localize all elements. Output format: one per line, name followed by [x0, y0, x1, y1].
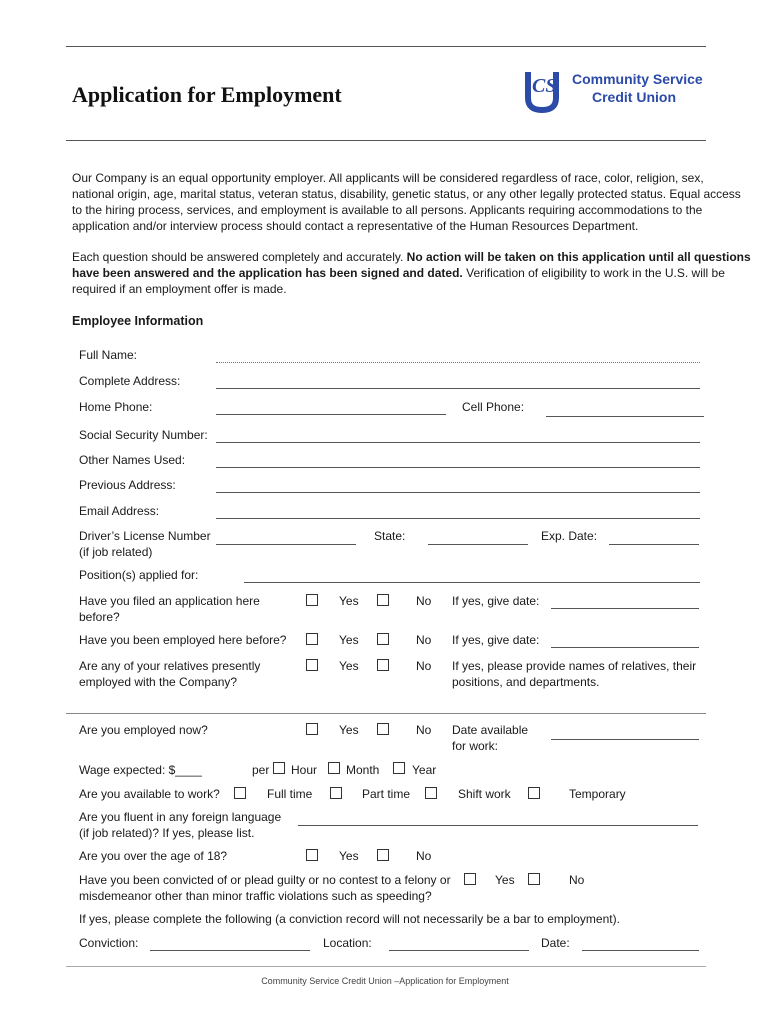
employed-now-no-label: No [416, 723, 432, 737]
instructions-line-1 [72, 250, 751, 264]
svg-text:CS: CS [532, 75, 557, 97]
header-bottom-rule [66, 140, 706, 141]
over-18-yes-label: Yes [339, 849, 359, 863]
intro-line-4: application and/or interview process should contact a representative of the Human Resources Department. [72, 219, 639, 233]
convicted-question-line-1: Have you been convicted of or plead guilty or no contest to a felony or [79, 873, 451, 887]
intro-line-2: national origin, age, marital status, veteran status, disability, genetic status, or any other legally protected status. Equal access [72, 187, 741, 201]
employed-now-question: Are you employed now? [79, 723, 208, 737]
instructions-bold-b: have been answered and the application has been signed and dated. [72, 266, 463, 280]
employed-before-yes-checkbox[interactable] [306, 633, 318, 645]
wage-hour-checkbox[interactable] [273, 762, 285, 774]
employed-before-date-field[interactable] [551, 647, 699, 648]
ssn-label: Social Security Number: [79, 428, 208, 442]
ssn-field[interactable] [216, 442, 700, 443]
fluent-question-line-2: (if job related)? If yes, please list. [79, 826, 255, 840]
wage-hour-label: Hour [291, 763, 318, 777]
employed-before-no-checkbox[interactable] [377, 633, 389, 645]
convicted-question-line-2: misdemeanor other than minor traffic violations such as speeding? [79, 889, 432, 903]
location-field[interactable] [389, 950, 529, 951]
section-divider [66, 713, 706, 714]
conviction-note: If yes, please complete the following (a conviction record will not necessarily be a bar to employment). [79, 912, 620, 926]
drivers-license-field[interactable] [216, 544, 356, 545]
employed-before-question: Have you been employed here before? [79, 633, 287, 647]
filed-no-label: No [416, 594, 432, 608]
relatives-no-label: No [416, 659, 432, 673]
employed-now-yes-checkbox[interactable] [306, 723, 318, 735]
date-label: Date: [541, 936, 570, 950]
wage-month-label: Month [346, 763, 380, 777]
address-field[interactable] [216, 388, 700, 389]
intro-line-1: Our Company is an equal opportunity employer. All applicants will be considered regardless of race, color, religion, sex, [72, 171, 704, 185]
employed-now-no-checkbox[interactable] [377, 723, 389, 735]
positions-field[interactable] [244, 582, 700, 583]
relatives-no-checkbox[interactable] [377, 659, 389, 671]
other-names-label: Other Names Used: [79, 453, 186, 467]
wage-month-checkbox[interactable] [328, 762, 340, 774]
date-available-field[interactable] [551, 739, 699, 740]
drivers-license-label: Driver’s License Number [79, 529, 211, 543]
filed-date-field[interactable] [551, 608, 699, 609]
footer-text: Community Service Credit Union –Application for Employment [261, 976, 509, 986]
cell-phone-label: Cell Phone: [462, 400, 525, 414]
logo-line2: Credit Union [592, 89, 676, 105]
previous-address-field[interactable] [216, 492, 700, 493]
temporary-label: Temporary [569, 787, 626, 801]
fluent-question-line-1: Are you fluent in any foreign language [79, 810, 282, 824]
full-name-field[interactable] [216, 362, 700, 363]
relatives-question-line-1: Are any of your relatives presently [79, 659, 261, 673]
filed-question-line-2: before? [79, 610, 120, 624]
logo-line1: Community Service [572, 71, 703, 87]
cell-phone-field[interactable] [546, 416, 704, 417]
other-names-field[interactable] [216, 467, 700, 468]
convicted-no-checkbox[interactable] [528, 873, 540, 885]
wage-year-label: Year [412, 763, 437, 777]
address-label: Complete Address: [79, 374, 181, 388]
home-phone-label: Home Phone: [79, 400, 153, 414]
instructions-text-b: Verification of eligibility to work in the U.S. will be [462, 266, 725, 280]
section-title: Employee Information [72, 314, 204, 328]
positions-label: Position(s) applied for: [79, 568, 199, 582]
employed-before-no-label: No [416, 633, 432, 647]
full-name-label: Full Name: [79, 348, 138, 362]
instructions-line-3: required if an employment offer is made. [72, 282, 287, 296]
date-field[interactable] [582, 950, 699, 951]
filed-yes-label: Yes [339, 594, 359, 608]
wage-expected-label: Wage expected: $____ [79, 763, 202, 777]
state-field[interactable] [428, 544, 528, 545]
over-18-yes-checkbox[interactable] [306, 849, 318, 861]
over-18-no-checkbox[interactable] [377, 849, 389, 861]
wage-year-checkbox[interactable] [393, 762, 405, 774]
conviction-field[interactable] [150, 950, 310, 951]
fluent-field[interactable] [298, 825, 698, 826]
filed-date-label: If yes, give date: [452, 594, 540, 608]
over-18-no-label: No [416, 849, 432, 863]
over-18-question: Are you over the age of 18? [79, 849, 228, 863]
relatives-details-line-1: If yes, please provide names of relatives, their [452, 659, 697, 673]
part-time-checkbox[interactable] [330, 787, 342, 799]
available-question: Are you available to work? [79, 787, 220, 801]
exp-date-label: Exp. Date: [541, 529, 598, 543]
full-time-label: Full time [267, 787, 313, 801]
page-title: Application for Employment [72, 82, 342, 107]
email-label: Email Address: [79, 504, 160, 518]
relatives-question-line-2: employed with the Company? [79, 675, 238, 689]
location-label: Location: [323, 936, 372, 950]
per-label: per [252, 763, 270, 777]
employed-now-yes-label: Yes [339, 723, 359, 737]
relatives-details-line-2: positions, and departments. [452, 675, 600, 689]
temporary-checkbox[interactable] [528, 787, 540, 799]
cscu-monogram-icon [522, 66, 574, 114]
shift-work-checkbox[interactable] [425, 787, 437, 799]
relatives-yes-checkbox[interactable] [306, 659, 318, 671]
instructions-line-2 [72, 266, 725, 280]
intro-line-3: to the hiring process, services, and employment is available to all persons. Applicants requiring accommodations to the [72, 203, 703, 217]
shift-work-label: Shift work [458, 787, 511, 801]
drivers-license-note: (if job related) [79, 545, 153, 559]
filed-no-checkbox[interactable] [377, 594, 389, 606]
previous-address-label: Previous Address: [79, 478, 176, 492]
date-available-line-1: Date available [452, 723, 529, 737]
convicted-yes-checkbox[interactable] [464, 873, 476, 885]
employed-before-date-label: If yes, give date: [452, 633, 540, 647]
convicted-yes-label: Yes [495, 873, 515, 887]
logo [522, 66, 702, 114]
instructions-bold-a: No action will be taken on this application until all questions [406, 250, 751, 264]
convicted-no-label: No [569, 873, 585, 887]
home-phone-field[interactable] [216, 414, 446, 415]
date-available-line-2: for work: [452, 739, 499, 753]
state-label: State: [374, 529, 406, 543]
relatives-yes-label: Yes [339, 659, 359, 673]
email-field[interactable] [216, 518, 700, 519]
top-rule [66, 46, 706, 47]
filed-yes-checkbox[interactable] [306, 594, 318, 606]
exp-date-field[interactable] [609, 544, 699, 545]
instructions-text-a: Each question should be answered completely and accurately. [72, 250, 407, 264]
filed-question-line-1: Have you filed an application here [79, 594, 260, 608]
employed-before-yes-label: Yes [339, 633, 359, 647]
part-time-label: Part time [362, 787, 411, 801]
full-time-checkbox[interactable] [234, 787, 246, 799]
conviction-label: Conviction: [79, 936, 139, 950]
footer-rule [66, 966, 706, 967]
